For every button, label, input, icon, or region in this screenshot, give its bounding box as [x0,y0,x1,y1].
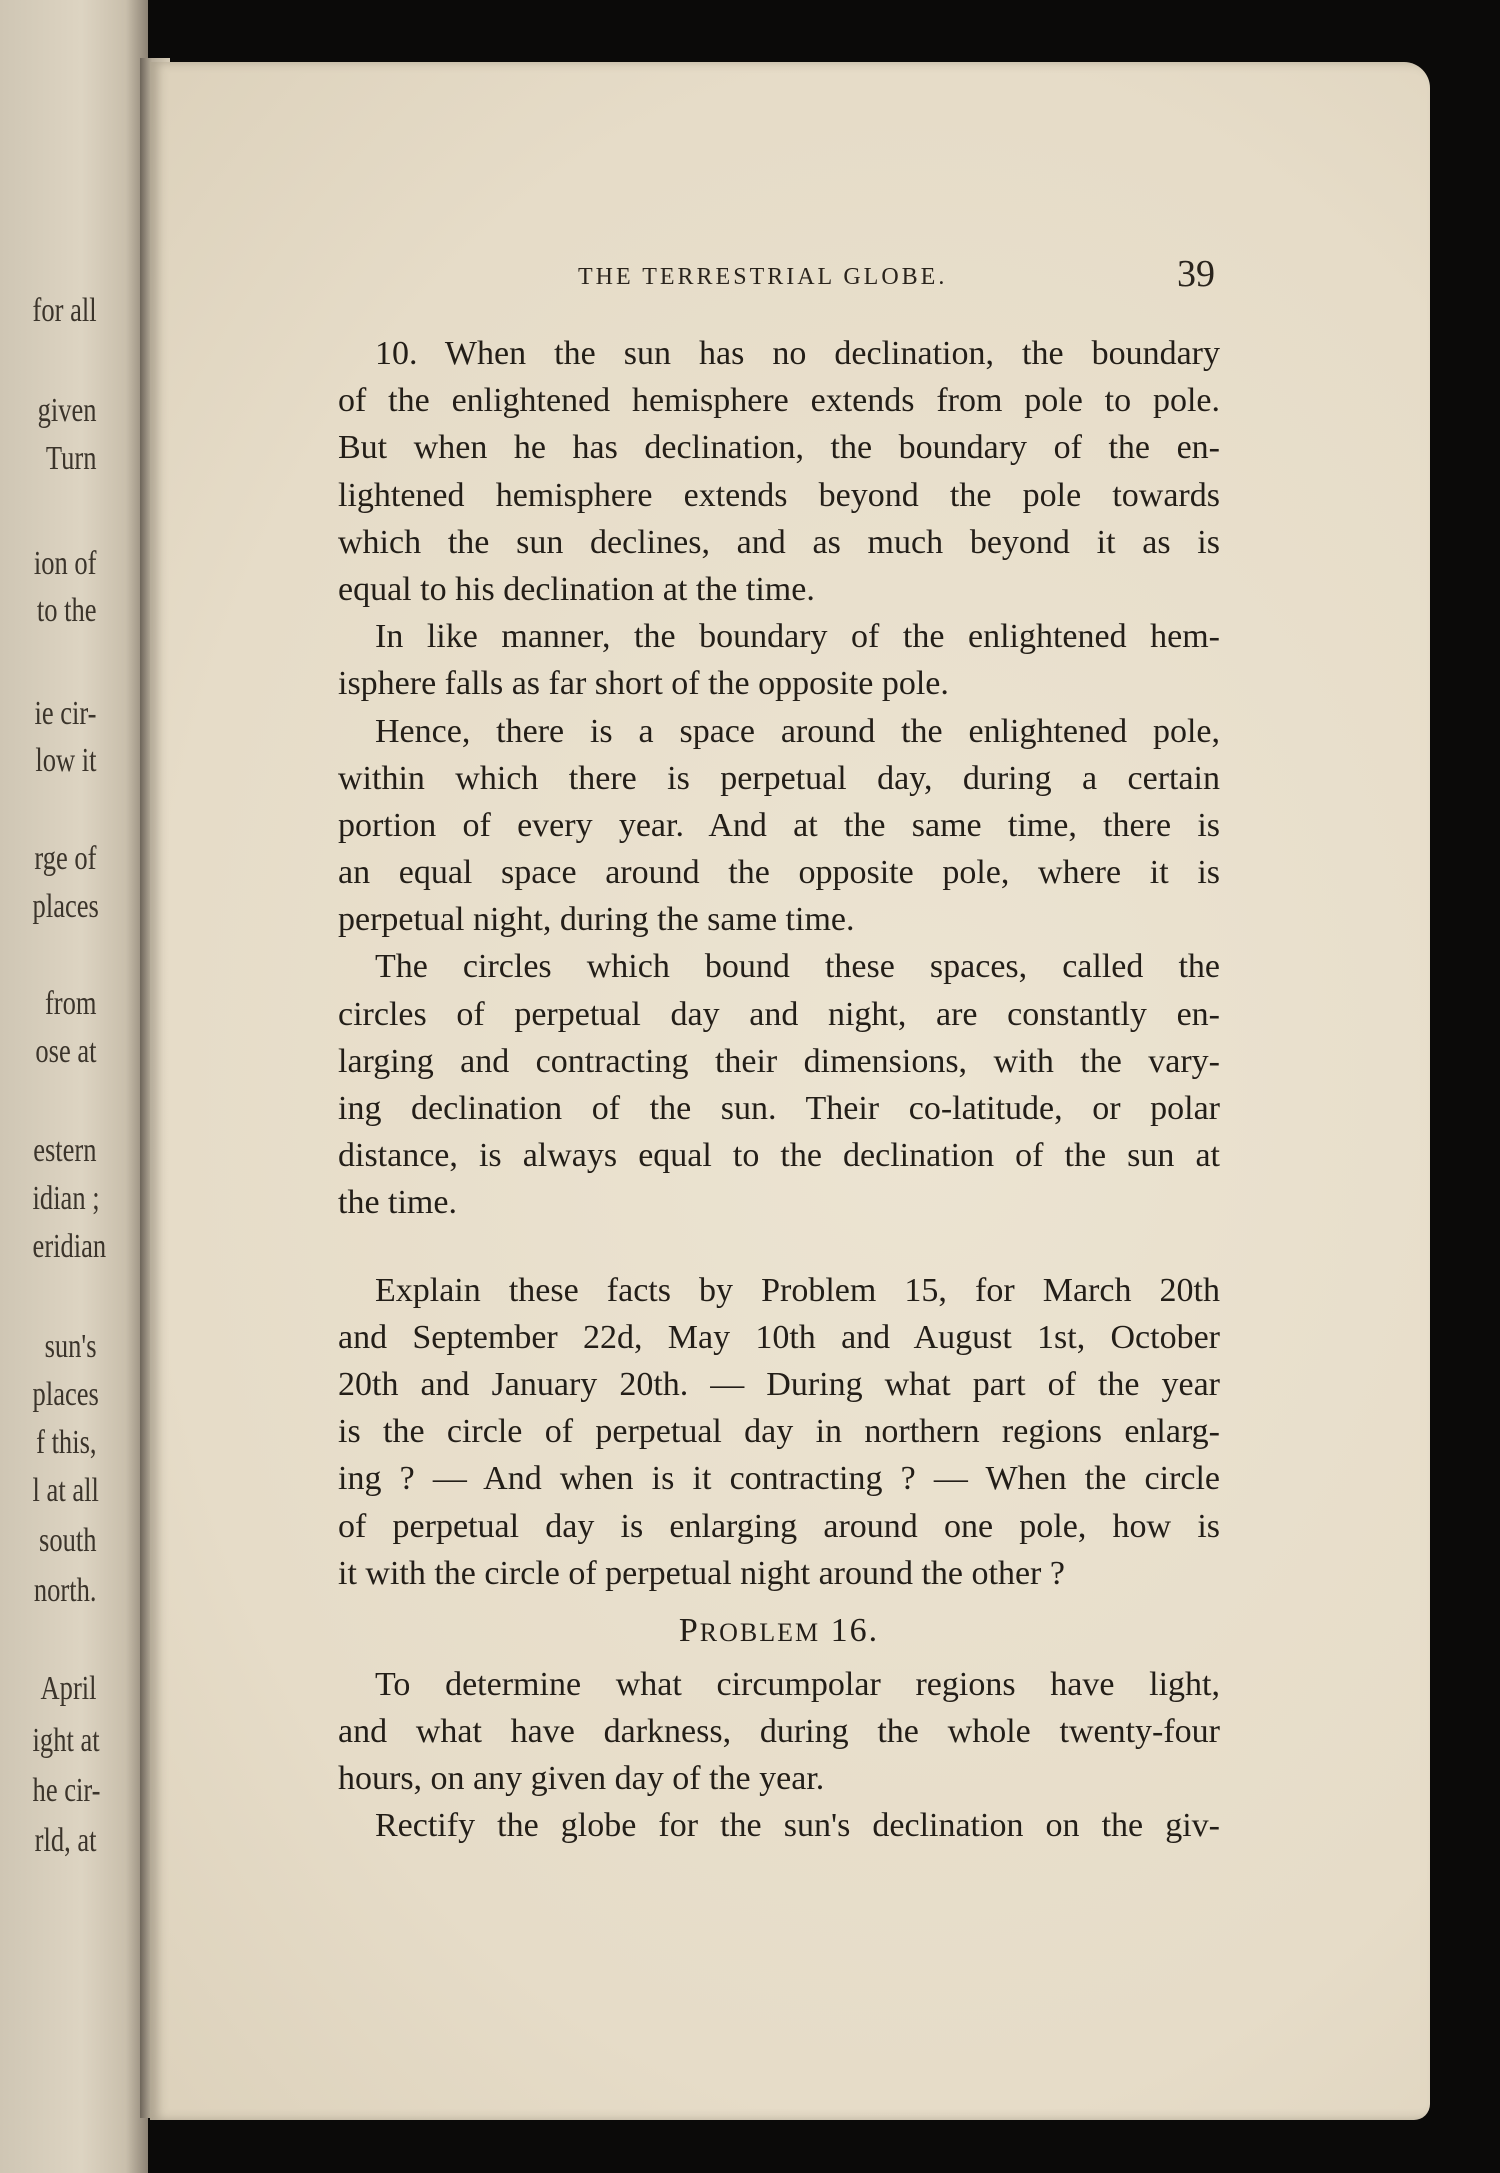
text-line: To determine what circumpolar regions have light, [375,1665,1220,1703]
facing-fragment: ie cir- [34,695,97,732]
problem-heading-smallcaps: ROBLEM [699,1617,821,1647]
text-line: is the circle of perpetual day in northern regions enlarg- [338,1413,1220,1451]
text-line: isphere falls as far short of the opposite pole. [338,665,949,703]
problem-heading [338,1601,1220,1661]
facing-fragment: sun's [44,1328,97,1365]
facing-fragment: f this, [36,1424,97,1461]
text-line: and September 22d, May 10th and August 1st, October [338,1318,1220,1356]
facing-fragment: rge of [34,840,97,877]
text-line: larging and contracting their dimensions, with the vary- [338,1042,1220,1080]
paragraph [338,708,1220,944]
text-line: hours, on any given day of the year. [338,1760,825,1798]
text-line: distance, is always equal to the declination of the sun at [338,1137,1220,1175]
facing-fragment: south [39,1522,97,1559]
facing-fragment: eridian [32,1228,107,1265]
facing-fragment: ion of [33,545,97,582]
facing-fragment: Turn [45,440,97,477]
text-line: of perpetual day is enlarging around one pole, how is [338,1507,1220,1545]
facing-page [0,0,148,2173]
paragraph [338,330,1220,613]
page-header [425,253,1215,308]
exercise-paragraph [338,1267,1220,1597]
paragraph [338,1661,1220,1803]
paragraph [338,613,1220,707]
facing-fragment: to the [36,592,97,629]
text-line: circles of perpetual day and night, are constantly en- [338,995,1220,1033]
text-line: which the sun declines, and as much beyond it as is [338,523,1220,561]
facing-fragment: north. [33,1572,97,1609]
text-line: and what have darkness, during the whole twenty-four [338,1713,1220,1751]
text-line: Explain these facts by Problem 15, for March 20th [375,1271,1220,1309]
facing-fragment: idian ; [32,1180,100,1217]
text-line: the time. [338,1184,457,1222]
facing-fragment: April [40,1670,97,1707]
text-line: within which there is perpetual day, during a certain [338,759,1220,797]
text-line: 20th and January 20th. — During what part of the year [338,1365,1220,1403]
facing-fragment: places [32,1376,99,1413]
section-gap [338,1227,1220,1267]
text-line: ing ? — And when is it contracting ? — When the circle [338,1460,1220,1498]
text-line: an equal space around the opposite pole, where it is [338,854,1220,892]
facing-fragment: ose at [35,1033,97,1070]
body-text [338,330,1220,1850]
facing-fragment: rld, at [34,1822,97,1859]
text-line: Hence, there is a space around the enlightened pole, [375,712,1220,750]
text-line: 10. When the sun has no declination, the boundary [375,335,1220,372]
facing-fragment: given [37,392,97,429]
text-line: of the enlightened hemisphere extends from pole to pole. [338,382,1220,420]
facing-fragment: he cir- [32,1772,101,1809]
facing-fragment: estern [33,1132,97,1169]
paragraph [338,943,1220,1226]
page-number: 39 [1177,253,1215,295]
text-line: it with the circle of perpetual night around the other ? [338,1554,1065,1592]
facing-fragment: places [32,888,99,925]
text-line: In like manner, the boundary of the enlightened hem- [375,618,1220,656]
facing-fragment: for all [32,292,97,329]
facing-fragment: low it [35,742,97,779]
text-line: portion of every year. And at the same time, there is [338,806,1220,844]
text-line: ing declination of the sun. Their co-latitude, or polar [338,1090,1220,1127]
problem-number: 16. [830,1611,880,1649]
facing-fragment: from [44,985,97,1022]
text-line: lightened hemisphere extends beyond the pole towards [338,476,1220,514]
facing-fragment: l at all [32,1472,99,1509]
text-line: Rectify the globe for the sun's declination on the giv- [375,1807,1220,1845]
facing-fragment: ight at [32,1722,100,1759]
text-line: The circles which bound these spaces, called the [375,948,1220,986]
problem-heading-initial: P [678,1611,700,1649]
text-line: perpetual night, during the same time. [338,901,855,939]
text-line: equal to his declination at the time. [338,570,815,608]
paragraph [338,1802,1220,1849]
text-line: But when he has declination, the boundary of the en- [338,429,1220,467]
running-head: THE TERRESTRIAL GLOBE. [578,264,948,290]
